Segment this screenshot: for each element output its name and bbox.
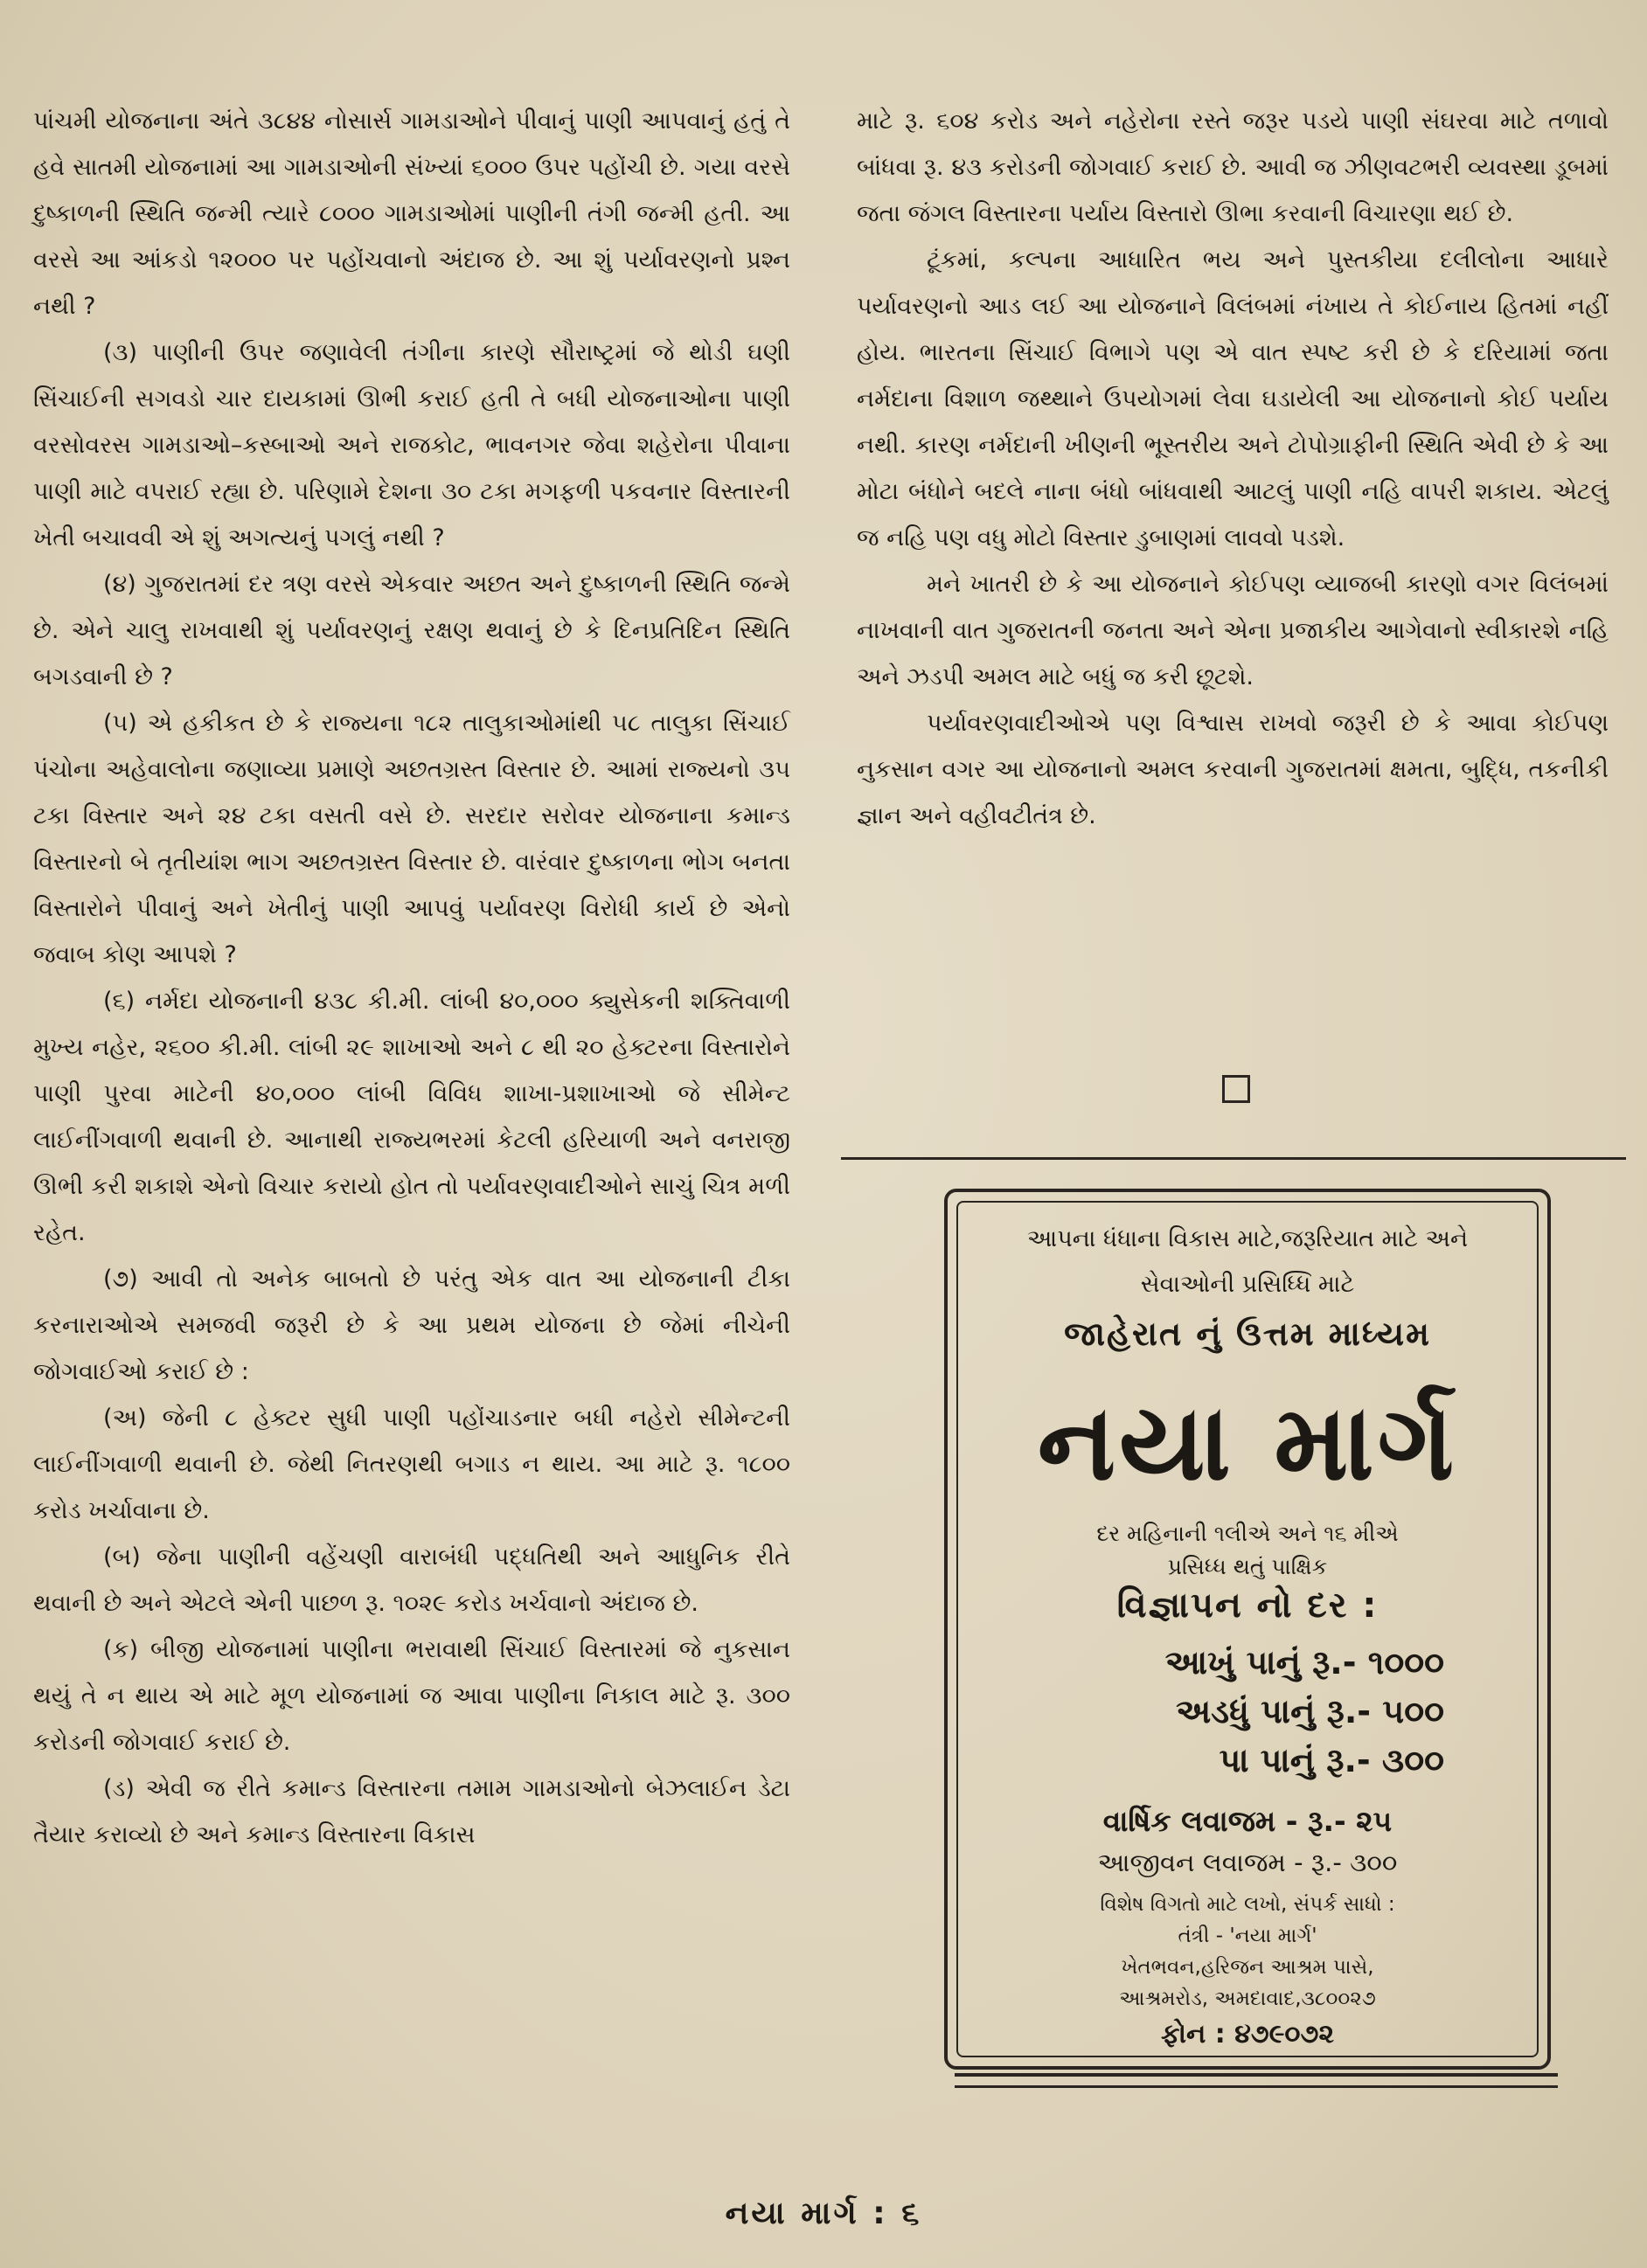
ad-headline: જાહેરાત નું ઉત્તમ માધ્યમ xyxy=(1064,1314,1431,1353)
ad-contact-line: આશ્રમરોડ, અમદાવાદ,૩૮૦૦૨૭ xyxy=(1119,1987,1376,2010)
ad-contact-line: તંત્રી - 'નયા માર્ગ' xyxy=(1178,1925,1317,1947)
advertisement-shadow-lines xyxy=(955,2073,1558,2088)
end-of-article-mark xyxy=(1222,1075,1250,1103)
paragraph: મને ખાતરી છે કે આ યોજનાને કોઈપણ વ્યાજબી કારણો વગર વિલંબમાં નાખવાની વાત ગુજરાતની જનતા અને એના પ્રજાકીય આગેવાનો સ્વીકારશે નહિ અને ઝડપી અમલ માટે બધું જ કરી છૂટશે. xyxy=(857,571,1609,690)
ad-rate-half-page: અડધું પાનું રૂ.- ૫૦૦ xyxy=(1176,1692,1444,1730)
paragraph: (૬) નર્મદા યોજનાની ૪૩૮ કી.મી. લાંબી ૪૦,૦૦૦ ક્યુસેકની શક્તિવાળી મુખ્ય નહેર, ૨૬૦૦ કી.મી. લાંબી ૨૯ શાખાઓ અને ૮ થી ૨૦ હેક્ટરના વિસ્તારોને પાણી પુરવા માટેની ૪૦,૦૦૦ લાંબી વિવિધ શાખા-પ્રશાખાઓ જે સીમેન્ટ લાઈનીંગવાળી થવાની છે. આનાથી રાજ્યભરમાં કેટલી હરિયાળી અને વનરાજી ઊભી કરી શકાશે એનો વિચાર કરાયો હોત તો પર્યાવરણવાદીઓને સાચું ચિત્ર મળી રહેત. xyxy=(33,988,790,1246)
ad-rate-quarter-page: પા પાનું રૂ.- ૩૦૦ xyxy=(1219,1741,1444,1779)
ad-frequency-type: પ્રસિધ્ધ થતું પાક્ષિક xyxy=(1167,1554,1328,1579)
ad-annual-subscription: વાર્ષિક લવાજમ - રૂ.- ૨૫ xyxy=(1102,1804,1393,1838)
ad-contact-line: વિશેષ વિગતો માટે લખો, સંપર્ક સાધો : xyxy=(1100,1893,1395,1916)
ad-brand-logo: નયા માર્ગ xyxy=(1037,1383,1458,1504)
paragraph: (ક) બીજી યોજનામાં પાણીના ભરાવાથી સિંચાઈ વિસ્તારમાં જે નુકસાન થયું તે ન થાય એ માટે મૂળ યોજનામાં જ આવા પાણીના નિકાલ માટે રૂ. ૩૦૦ કરોડની જોગવાઈ કરાઈ છે. xyxy=(33,1636,790,1756)
ad-rate-title: વિજ્ઞાપન નો દર : xyxy=(1116,1585,1379,1626)
paragraph: (૩) પાણીની ઉપર જણાવેલી તંગીના કારણે સૌરાષ્ટ્રમાં જે થોડી ઘણી સિંચાઈની સગવડો ચાર દાયકામાં ઊભી કરાઈ હતી તે બધી યોજનાઓના પાણી વરસોવરસ ગામડાઓ–કસ્બાઓ અને રાજકોટ, ભાવનગર જેવા શહેરોના પીવાના પાણી માટે વપરાઈ રહ્યા છે. પરિણામે દેશના ૩૦ ટકા મગફળી પકવનાર વિસ્તારની ખેતી બચાવવી એ શું અગત્યનું પગલું નથી ? xyxy=(33,339,790,551)
section-divider xyxy=(841,1157,1626,1160)
ad-rate-full-page: આખું પાનું રૂ.- ૧૦૦૦ xyxy=(1164,1643,1444,1682)
ad-tagline-1: આપના ધંધાના વિકાસ માટે,જરૂરિયાત માટે અને xyxy=(1026,1225,1469,1252)
ad-phone: ફોન : ૪૭૯૦૭૨ xyxy=(1161,2019,1334,2050)
ad-lifetime-subscription: આજીવન લવાજમ - રૂ.- ૩૦૦ xyxy=(1097,1848,1398,1877)
ad-tagline-2: સેવાઓની પ્રસિધ્ધિ માટે xyxy=(1140,1271,1355,1298)
advertisement-box xyxy=(944,1189,1551,2070)
paragraph: પાંચમી યોજનાના અંતે ૩૮૪૪ નોસાર્સ ગામડાઓને પીવાનું પાણી આપવાનું હતું તે હવે સાતમી યોજનામાં આ ગામડાઓની સંખ્યાં ૬૦૦૦ ઉપર પહોંચી છે. ગયા વરસે દુષ્કાળની સ્થિતિ જન્મી ત્યારે ૮૦૦૦ ગામડાઓમાં પાણીની તંગી જન્મી હતી. આ વરસે આ આંકડો ૧૨૦૦૦ પર પહોંચવાનો અંદાજ છે. આ શું પર્યાવરણનો પ્રશ્ન નથી ? xyxy=(33,108,790,320)
paragraph: (ડ) એવી જ રીતે કમાન્ડ વિસ્તારના તમામ ગામડાઓનો બેઝલાઈન ડેટા તૈયાર કરાવ્યો છે અને કમાન્ડ વિસ્તારના વિકાસ xyxy=(33,1775,790,1848)
paragraph: ટૂંકમાં, કલ્પના આધારિત ભય અને પુસ્તકીયા દલીલોના આધારે પર્યાવરણનો આડ લઈ આ યોજનાને વિલંબમાં નંખાય તે કોઈનાય હિતમાં નહીં હોય. ભારતના સિંચાઈ વિભાગે પણ એ વાત સ્પષ્ટ કરી છે કે દરિયામાં જતા નર્મદાના વિશાળ જથ્થાને ઉપયોગમાં લેવા ઘડાયેલી આ યોજનાનો કોઈ પર્યાય નથી. કારણ નર્મદાની ખીણની ભૂસ્તરીય અને ટોપોગ્રાફીની સ્થિતિ એવી છે કે આ મોટા બંધોને બદલે નાના બંધો બાંધવાથી આટલું પાણી નહિ વાપરી શકાય. એટલું જ નહિ પણ વધુ મોટો વિસ્તાર ડુબાણમાં લાવવો પડશે. xyxy=(857,246,1609,551)
paragraph: પર્યાવરણવાદીઓએ પણ વિશ્વાસ રાખવો જરૂરી છે કે આવા કોઈપણ નુકસાન વગર આ યોજનાનો અમલ કરવાની ગુજરાતમાં ક્ષમતા, બુદ્ધિ, તકનીકી જ્ઞાન અને વહીવટીતંત્ર છે. xyxy=(857,710,1609,829)
page-footer: નયા માર્ગ : ૬ xyxy=(725,2195,922,2231)
paragraph: (અ) જેની ૮ હેક્ટર સુધી પાણી પહોંચાડનાર બધી નહેરો સીમેન્ટની લાઈનીંગવાળી થવાની છે. જેથી નિતરણથી બગાડ ન થાય. આ માટે રૂ. ૧૮૦૦ કરોડ ખર્ચાવાના છે. xyxy=(33,1404,790,1524)
article-right-column xyxy=(857,98,1609,839)
paragraph: (બ) જેના પાણીની વહેંચણી વારાબંધી પદ્ધતિથી અને આધુનિક રીતે થવાની છે અને એટલે એની પાછળ રૂ. ૧૦૨૯ કરોડ ખર્ચવાનો અંદાજ છે. xyxy=(33,1543,790,1617)
ad-contact-line: ખેતભવન,હરિજન આશ્રમ પાસે, xyxy=(1121,1956,1374,1979)
paragraph: (૪) ગુજરાતમાં દર ત્રણ વરસે એકવાર અછત અને દુષ્કાળની સ્થિતિ જન્મે છે. એને ચાલુ રાખવાથી શું પર્યાવરણનું રક્ષણ થવાનું છે કે દિનપ્રતિદિન સ્થિતિ બગડવાની છે ? xyxy=(33,571,790,690)
paragraph: (૭) આવી તો અનેક બાબતો છે પરંતુ એક વાત આ યોજનાની ટીકા કરનારાઓએ સમજવી જરૂરી છે કે આ પ્રથમ યોજના છે જેમાં નીચેની જોગવાઈઓ કરાઈ છે : xyxy=(33,1266,790,1385)
paragraph: માટે રૂ. ૬૦૪ કરોડ અને નહેરોના રસ્તે જરૂર પડયે પાણી સંઘરવા માટે તળાવો બાંધવા રૂ. ૪૩ કરોડની જોગવાઈ કરાઈ છે. આવી જ ઝીણવટભરી વ્યવસ્થા ડૂબમાં જતા જંગલ વિસ્તારના પર્યાય વિસ્તારો ઊભા કરવાની વિચારણા થઈ છે. xyxy=(857,108,1609,227)
paragraph: (૫) એ હકીકત છે કે રાજ્યના ૧૮૨ તાલુકાઓમાંથી ૫૮ તાલુકા સિંચાઈ પંચોના અહેવાલોના જણાવ્યા પ્રમાણે અછતગ્રસ્ત વિસ્તાર છે. આમાં રાજ્યનો ૩૫ ટકા વિસ્તાર અને ૨૪ ટકા વસતી વસે છે. સરદાર સરોવર યોજનાના કમાન્ડ વિસ્તારનો બે તૃતીયાંશ ભાગ અછતગ્રસ્ત વિસ્તાર છે. વારંવાર દુષ્કાળના ભોગ બનતા વિસ્તારોને પીવાનું અને ખેતીનું પાણી આપવું પર્યાવરણ વિરોધી કાર્ય છે એનો જવાબ કોણ આપશે ? xyxy=(33,710,790,968)
ad-frequency: દર મહિનાની ૧લીએ અને ૧૬ મીએ xyxy=(1096,1521,1399,1546)
article-left-column xyxy=(33,98,790,1858)
